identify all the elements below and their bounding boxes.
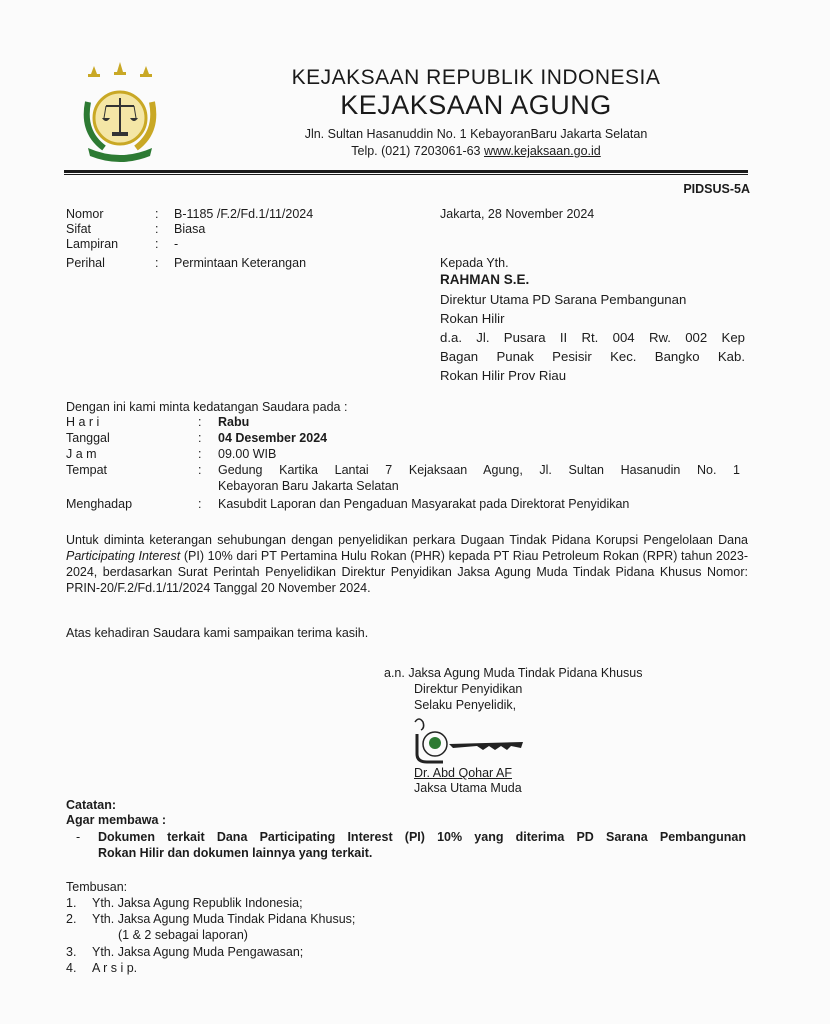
schedule-colon: : xyxy=(198,497,202,511)
field-label-lampiran: Lampiran xyxy=(66,237,119,251)
body-text: (PI) 10% dari PT Pertamina Hulu Rokan (PHR) kepada PT Riau Petroleum Rokan (RPR) tahun 2023-2024, berdasarkan Surat Perintah Penyelidikan Direktur Penyidikan Jaksa Agung Muda Tindak Pidana Khusus Nomor: PRIN-20/F.2/Fd.1/11/2024 Tanggal 20 November 2024. xyxy=(66,549,749,595)
schedule-value-tempat: Gedung Kartika Lantai 7 Kejaksaan Agung, Jl. Sultan Hasanudin No. 1 xyxy=(218,463,740,477)
recipient-line: Bagan Punak Pesisir Kec. Bangko Kab. xyxy=(440,349,745,364)
letterhead-divider xyxy=(64,170,748,175)
notes-bullet: - xyxy=(76,830,81,844)
body-text-italic: Participating Interest xyxy=(66,549,181,563)
cc-number: 1. xyxy=(66,896,77,910)
field-value-lampiran: - xyxy=(174,237,179,251)
letterhead-website: www.kejaksaan.go.id xyxy=(484,144,601,158)
schedule-value-hari: Rabu xyxy=(218,415,250,429)
body-paragraph xyxy=(66,532,748,596)
closing-text: Atas kehadiran Saudara kami sampaikan terima kasih. xyxy=(66,626,369,640)
recipient-line: Rokan Hilir xyxy=(440,311,505,326)
recipient-address xyxy=(440,290,745,385)
notes-subtitle: Agar membawa : xyxy=(66,813,167,827)
kejaksaan-emblem-logo xyxy=(74,62,166,162)
cc-number: 4. xyxy=(66,961,77,975)
schedule-colon: : xyxy=(198,431,202,445)
field-label-sifat: Sifat xyxy=(66,222,92,236)
notes-item-line2: Rokan Hilir dan dokumen lainnya yang terkait. xyxy=(98,846,373,860)
schedule-label-menghadap: Menghadap xyxy=(66,497,133,511)
signatory-rank: Jaksa Utama Muda xyxy=(414,781,522,795)
schedule-colon: : xyxy=(198,463,202,477)
body-text: Untuk diminta keterangan sehubungan dengan penyelidikan perkara Dugaan Tindak Pidana Korupsi Pengelolaan Dana xyxy=(66,533,748,547)
letterhead-subtitle: KEJAKSAAN AGUNG xyxy=(340,90,612,120)
cc-item-note: (1 & 2 sebagai laporan) xyxy=(118,928,248,942)
cc-item: Yth. Jaksa Agung Muda Pengawasan; xyxy=(92,945,304,959)
schedule-colon: : xyxy=(198,447,202,461)
schedule-value-tanggal: 04 Desember 2024 xyxy=(218,431,328,445)
field-value-sifat: Biasa xyxy=(174,222,206,236)
cc-title: Tembusan: xyxy=(66,880,128,894)
recipient-line: Rokan Hilir Prov Riau xyxy=(440,368,567,383)
letterhead-title: KEJAKSAAN REPUBLIK INDONESIA xyxy=(291,66,661,89)
field-colon: : xyxy=(155,256,159,270)
field-value-nomor: B-1185 /F.2/Fd.1/11/2024 xyxy=(174,207,314,221)
form-code: PIDSUS-5A xyxy=(683,182,750,196)
place-date: Jakarta, 28 November 2024 xyxy=(440,207,595,221)
schedule-value-tempat-line2: Kebayoran Baru Jakarta Selatan xyxy=(218,479,399,493)
letterhead-address: Jln. Sultan Hasanuddin No. 1 KebayoranBaru Jakarta Selatan xyxy=(304,127,648,141)
signature-role: Selaku Penyelidik, xyxy=(414,698,517,712)
cc-number: 3. xyxy=(66,945,77,959)
letterhead-phone: Telp. (021) 7203061-63 xyxy=(351,144,481,158)
intro-text: Dengan ini kami minta kedatangan Saudara pada : xyxy=(66,400,348,414)
cc-number: 2. xyxy=(66,912,77,926)
schedule-label-jam: J a m xyxy=(66,447,97,461)
field-value-perihal: Permintaan Keterangan xyxy=(174,256,307,270)
recipient-line: Direktur Utama PD Sarana Pembangunan xyxy=(440,292,687,307)
cc-item: Yth. Jaksa Agung Republik Indonesia; xyxy=(92,896,303,910)
signature-an: a.n. Jaksa Agung Muda Tindak Pidana Khusus xyxy=(384,666,643,680)
schedule-label-tanggal: Tanggal xyxy=(66,431,110,445)
recipient-salutation: Kepada Yth. xyxy=(440,256,509,270)
cc-item: Yth. Jaksa Agung Muda Tindak Pidana Khusus; xyxy=(92,912,356,926)
recipient-name: RAHMAN S.E. xyxy=(440,272,530,287)
signature-position: Direktur Penyidikan xyxy=(414,682,523,696)
signatory-name: Dr. Abd Qohar AF xyxy=(414,766,512,780)
field-colon: : xyxy=(155,207,159,221)
cc-item: A r s i p. xyxy=(92,961,138,975)
field-colon: : xyxy=(155,237,159,251)
field-label-nomor: Nomor xyxy=(66,207,104,221)
schedule-value-menghadap: Kasubdit Laporan dan Pengaduan Masyarakat pada Direktorat Penyidikan xyxy=(218,497,630,511)
signature-stamp xyxy=(413,714,523,764)
letterhead-contact xyxy=(256,144,696,158)
schedule-label-tempat: Tempat xyxy=(66,463,107,477)
notes-title: Catatan: xyxy=(66,798,117,812)
schedule-label-hari: H a r i xyxy=(66,415,100,429)
recipient-line: d.a. Jl. Pusara II Rt. 004 Rw. 002 Kep xyxy=(440,330,745,345)
field-colon: : xyxy=(155,222,159,236)
field-label-perihal: Perihal xyxy=(66,256,105,270)
schedule-colon: : xyxy=(198,415,202,429)
notes-item: Dokumen terkait Dana Participating Interest (PI) 10% yang diterima PD Sarana Pembangunan xyxy=(98,830,746,844)
schedule-value-jam: 09.00 WIB xyxy=(218,447,277,461)
